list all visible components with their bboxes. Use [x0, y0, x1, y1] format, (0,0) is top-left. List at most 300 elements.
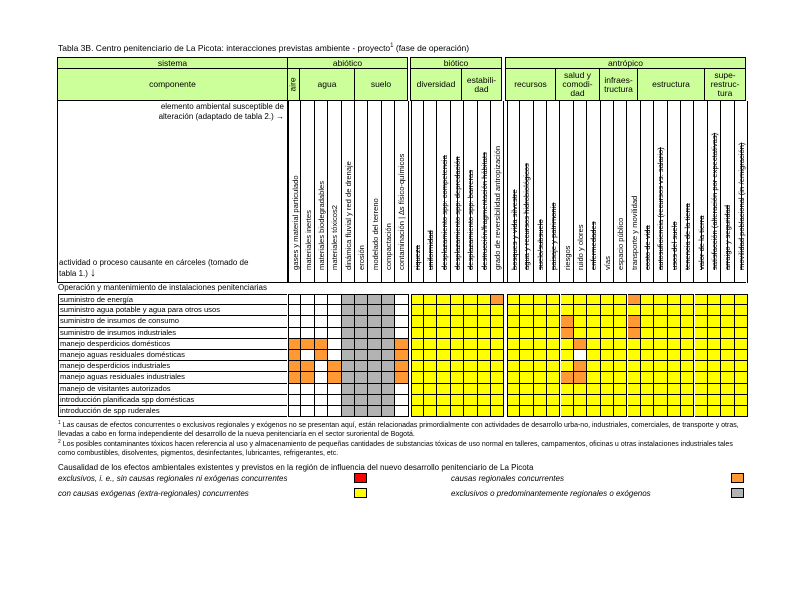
matrix-cell: [437, 406, 450, 417]
matrix-cell: [368, 339, 381, 350]
matrix-cell: [708, 406, 721, 417]
matrix-cell: [464, 406, 477, 417]
matrix-cell: [507, 316, 520, 327]
matrix-cell: [451, 339, 464, 350]
matrix-cell: [424, 328, 437, 339]
column-header-label: transporte y movilidad: [629, 195, 639, 270]
column-header-label: arraigo y seguridad: [723, 204, 733, 270]
column-header: [451, 101, 464, 283]
matrix-cell: [478, 316, 491, 327]
matrix-cell: [668, 339, 681, 350]
matrix-cell: [547, 384, 560, 395]
matrix-cell: [395, 350, 408, 361]
column-header: [721, 101, 734, 283]
table-title: Tabla 3B. Centro penitenciario de La Picota: interacciones previstas ambiente - proyecto$^1$ (fase de operación): [58, 43, 470, 53]
matrix-cell: [735, 328, 748, 339]
matrix-cell: [382, 339, 395, 350]
matrix-cell: [708, 361, 721, 372]
matrix-cell: [520, 328, 533, 339]
matrix-cell: [315, 350, 328, 361]
matrix-cell: [411, 294, 424, 305]
matrix-cell: [641, 372, 654, 383]
footnote-2: $^2$ Los posibles contaminantes tóxicos hacen referencia al uso y almacenamiento de pequeñas cantidades de substancias tóxicas de uso normal en talleres, campamentos, oficinas u otras instalaciones industriales tales como combustibles, disolventes, pigmentos, desinfectantes, lubricantes, refrigerantes, etc.: [58, 439, 733, 457]
matrix-cell: [587, 395, 600, 406]
matrix-cell: [708, 384, 721, 395]
matrix-cell: [328, 316, 341, 327]
column-header: [464, 101, 477, 283]
matrix-cell: [601, 361, 614, 372]
matrix-cell: [382, 406, 395, 417]
matrix-cell: [735, 350, 748, 361]
matrix-cell: [654, 305, 667, 316]
column-header: [478, 101, 491, 283]
matrix-cell: [288, 328, 301, 339]
matrix-cell: [451, 361, 464, 372]
matrix-cell: [654, 372, 667, 383]
matrix-cell: [507, 339, 520, 350]
matrix-cell: [574, 339, 587, 350]
matrix-cell: [491, 372, 504, 383]
column-header-label: espacio público: [616, 217, 626, 270]
matrix-cell: [561, 350, 574, 361]
matrix-cell: [411, 361, 424, 372]
matrix-cell: [288, 372, 301, 383]
column-header-label: vías: [602, 256, 612, 270]
matrix-cell: [368, 316, 381, 327]
header-sistema: sistema: [57, 57, 288, 69]
matrix-cell: [547, 316, 560, 327]
matrix-cell: [681, 395, 694, 406]
matrix-cell: [668, 395, 681, 406]
matrix-cell: [411, 339, 424, 350]
matrix-cell: [301, 350, 314, 361]
column-header: [315, 101, 328, 283]
column-header: [395, 101, 408, 283]
matrix-cell: [641, 328, 654, 339]
matrix-cell: [437, 294, 450, 305]
matrix-cell: [328, 361, 341, 372]
matrix-cell: [641, 361, 654, 372]
matrix-cell: [547, 395, 560, 406]
matrix-cell: [614, 406, 627, 417]
matrix-cell: [464, 328, 477, 339]
matrix-cell: [587, 406, 600, 417]
matrix-cell: [641, 406, 654, 417]
matrix-cell: [534, 350, 547, 361]
column-header-label: materiales biodegradables: [316, 180, 326, 270]
matrix-cell: [464, 316, 477, 327]
matrix-cell: [342, 294, 355, 305]
matrix-cell: [695, 395, 708, 406]
matrix-cell: [411, 406, 424, 417]
matrix-cell: [668, 316, 681, 327]
matrix-cell: [614, 372, 627, 383]
matrix-cell: [654, 395, 667, 406]
matrix-cell: [628, 305, 641, 316]
matrix-cell: [355, 361, 368, 372]
column-header-label: suelo/subsuelo: [535, 219, 545, 270]
matrix-cell: [382, 395, 395, 406]
matrix-cell: [668, 406, 681, 417]
matrix-cell: [315, 305, 328, 316]
matrix-cell: [315, 406, 328, 417]
matrix-cell: [288, 361, 301, 372]
matrix-cell: [520, 339, 533, 350]
column-header-label: destrucción/fragmentación hábitats: [479, 152, 489, 270]
matrix-cell: [478, 395, 491, 406]
matrix-cell: [437, 316, 450, 327]
matrix-cell: [451, 305, 464, 316]
matrix-cell: [587, 384, 600, 395]
matrix-cell: [547, 406, 560, 417]
row-label: suministro de energía: [58, 294, 287, 305]
matrix-cell: [721, 384, 734, 395]
matrix-cell: [601, 350, 614, 361]
matrix-cell: [681, 384, 694, 395]
matrix-cell: [491, 406, 504, 417]
matrix-cell: [507, 328, 520, 339]
matrix-cell: [520, 372, 533, 383]
matrix-cell: [614, 384, 627, 395]
matrix-cell: [328, 350, 341, 361]
matrix-cell: [534, 361, 547, 372]
matrix-cell: [355, 350, 368, 361]
matrix-cell: [614, 395, 627, 406]
matrix-cell: [628, 384, 641, 395]
matrix-cell: [641, 316, 654, 327]
row-label: manejo aguas residuales domésticas: [58, 350, 287, 361]
matrix-cell: [587, 316, 600, 327]
matrix-cell: [695, 406, 708, 417]
matrix-cell: [601, 305, 614, 316]
header-diversidad: diversidad: [410, 68, 462, 101]
matrix-cell: [547, 339, 560, 350]
matrix-cell: [735, 361, 748, 372]
matrix-cell: [342, 328, 355, 339]
matrix-cell: [628, 339, 641, 350]
matrix-cell: [561, 384, 574, 395]
matrix-cell: [574, 350, 587, 361]
matrix-cell: [574, 395, 587, 406]
row-label: introducción de spp ruderales: [58, 406, 287, 417]
column-header-label: desplazamiento spp: depredación: [452, 156, 462, 270]
matrix-cell: [342, 372, 355, 383]
row-label: introducción planificada spp domésticas: [58, 395, 287, 406]
matrix-cell: [520, 395, 533, 406]
legend-swatch-red: [354, 473, 367, 483]
matrix-cell: [395, 406, 408, 417]
matrix-cell: [464, 305, 477, 316]
matrix-cell: [288, 395, 301, 406]
matrix-cell: [641, 294, 654, 305]
matrix-cell: [654, 361, 667, 372]
matrix-cell: [507, 305, 520, 316]
matrix-cell: [437, 350, 450, 361]
matrix-cell: [395, 361, 408, 372]
column-header-label: erosión: [357, 245, 367, 270]
column-header-label: contaminación | ∆s físico-químicos: [397, 153, 407, 270]
matrix-cell: [451, 294, 464, 305]
matrix-cell: [355, 328, 368, 339]
matrix-cell: [681, 294, 694, 305]
header-antropico: antrópico: [505, 57, 746, 69]
matrix-cell: [451, 395, 464, 406]
matrix-cell: [368, 305, 381, 316]
matrix-cell: [288, 339, 301, 350]
row-label: manejo desperdicios industriales: [58, 361, 287, 372]
matrix-cell: [561, 395, 574, 406]
column-header-label: riesgos: [562, 245, 572, 270]
matrix-cell: [547, 372, 560, 383]
matrix-cell: [534, 316, 547, 327]
matrix-cell: [708, 305, 721, 316]
column-header: [301, 101, 314, 283]
matrix-cell: [437, 328, 450, 339]
matrix-cell: [668, 294, 681, 305]
matrix-cell: [464, 350, 477, 361]
legend-swatch-orange: [731, 473, 744, 483]
matrix-cell: [507, 406, 520, 417]
matrix-cell: [695, 384, 708, 395]
matrix-cell: [628, 328, 641, 339]
matrix-cell: [614, 316, 627, 327]
matrix-cell: [668, 328, 681, 339]
matrix-cell: [424, 316, 437, 327]
matrix-cell: [411, 384, 424, 395]
column-header: [491, 101, 504, 283]
column-header: [708, 101, 721, 283]
matrix-cell: [654, 294, 667, 305]
matrix-cell: [507, 350, 520, 361]
matrix-cell: [424, 372, 437, 383]
header-agua: agua: [299, 68, 355, 101]
matrix-cell: [424, 361, 437, 372]
matrix-cell: [708, 339, 721, 350]
matrix-cell: [342, 316, 355, 327]
matrix-cell: [574, 361, 587, 372]
header-biotico: biótico: [410, 57, 502, 69]
matrix-cell: [478, 406, 491, 417]
column-header-label: satisfacción (alteración por expectativas): [710, 132, 720, 270]
matrix-cell: [491, 316, 504, 327]
legend-regional-label: causas regionales concurrentes: [451, 474, 564, 483]
section-label: Operación y mantenimiento de instalaciones penitenciarias: [58, 283, 268, 292]
matrix-cell: [355, 339, 368, 350]
matrix-cell: [424, 294, 437, 305]
matrix-cell: [491, 328, 504, 339]
matrix-cell: [342, 305, 355, 316]
matrix-cell: [382, 361, 395, 372]
matrix-cell: [561, 406, 574, 417]
legend-exclusive-label: exclusivos, i. e., sin causas regionales ni exógenas concurrentes: [58, 474, 288, 483]
matrix-cell: [328, 328, 341, 339]
matrix-cell: [721, 339, 734, 350]
column-header: [601, 101, 614, 283]
matrix-cell: [395, 395, 408, 406]
matrix-cell: [628, 294, 641, 305]
matrix-cell: [368, 294, 381, 305]
matrix-cell: [601, 294, 614, 305]
matrix-cell: [288, 316, 301, 327]
legend-swatch-gray: [731, 488, 744, 498]
matrix-cell: [654, 384, 667, 395]
matrix-cell: [411, 350, 424, 361]
matrix-cell: [315, 372, 328, 383]
column-header-label: movilidad poblacional (in-/emigración): [736, 142, 746, 270]
matrix-cell: [561, 361, 574, 372]
matrix-cell: [574, 316, 587, 327]
column-header: [628, 101, 641, 283]
column-header: [424, 101, 437, 283]
matrix-cell: [342, 350, 355, 361]
matrix-cell: [301, 328, 314, 339]
matrix-cell: [628, 395, 641, 406]
matrix-cell: [721, 294, 734, 305]
matrix-cell: [695, 294, 708, 305]
matrix-cell: [721, 328, 734, 339]
matrix-cell: [708, 372, 721, 383]
matrix-cell: [641, 395, 654, 406]
matrix-cell: [368, 350, 381, 361]
matrix-cell: [368, 372, 381, 383]
matrix-cell: [695, 316, 708, 327]
column-header-label: costo de vida: [643, 225, 653, 270]
legend-predominant-label: exclusivos o predominantemente regionales o exógenos: [451, 489, 651, 498]
matrix-cell: [288, 406, 301, 417]
matrix-cell: [628, 361, 641, 372]
matrix-cell: [561, 339, 574, 350]
matrix-cell: [681, 305, 694, 316]
column-header: [614, 101, 627, 283]
header-recursos: recursos: [505, 68, 556, 101]
matrix-cell: [561, 305, 574, 316]
matrix-cell: [654, 350, 667, 361]
matrix-cell: [478, 372, 491, 383]
matrix-cell: [574, 372, 587, 383]
column-header-label: compactación: [383, 223, 393, 270]
matrix-cell: [735, 384, 748, 395]
column-header-label: riqueza: [413, 245, 423, 270]
matrix-cell: [721, 305, 734, 316]
matrix-cell: [735, 294, 748, 305]
matrix-cell: [681, 406, 694, 417]
matrix-cell: [708, 328, 721, 339]
matrix-cell: [424, 339, 437, 350]
matrix-cell: [301, 384, 314, 395]
matrix-cell: [708, 316, 721, 327]
matrix-cell: [641, 384, 654, 395]
matrix-cell: [382, 294, 395, 305]
matrix-cell: [721, 361, 734, 372]
header-componente: componente: [57, 68, 288, 101]
header-aire: aire: [287, 68, 300, 101]
column-header: [437, 101, 450, 283]
column-header-label: paisaje y patrimonio: [549, 202, 559, 270]
matrix-cell: [547, 361, 560, 372]
matrix-cell: [451, 350, 464, 361]
column-header-label: dinámica fluvial y red de drenaje: [343, 161, 353, 270]
matrix-cell: [315, 384, 328, 395]
matrix-cell: [382, 305, 395, 316]
matrix-cell: [315, 339, 328, 350]
matrix-cell: [411, 316, 424, 327]
matrix-cell: [451, 372, 464, 383]
matrix-cell: [547, 305, 560, 316]
matrix-cell: [561, 372, 574, 383]
column-header-label: agua y recursos hidrobiológicos: [522, 163, 532, 270]
matrix-cell: [668, 305, 681, 316]
matrix-cell: [382, 316, 395, 327]
matrix-cell: [395, 316, 408, 327]
matrix-cell: [574, 294, 587, 305]
matrix-cell: [491, 305, 504, 316]
header-estabilidad: estabili-dad: [461, 68, 502, 101]
env-element-label: elemento ambiental susceptible de alteración (adaptado de tabla 2.) →: [158, 102, 284, 121]
matrix-cell: [328, 305, 341, 316]
matrix-cell: [478, 384, 491, 395]
matrix-cell: [328, 384, 341, 395]
matrix-cell: [411, 372, 424, 383]
matrix-cell: [587, 361, 600, 372]
matrix-cell: [628, 316, 641, 327]
matrix-cell: [288, 294, 301, 305]
matrix-cell: [654, 406, 667, 417]
matrix-cell: [641, 339, 654, 350]
matrix-cell: [507, 384, 520, 395]
matrix-cell: [587, 294, 600, 305]
matrix-cell: [464, 384, 477, 395]
matrix-cell: [601, 384, 614, 395]
matrix-cell: [695, 305, 708, 316]
column-header-label: materiales tóxicos2: [330, 205, 340, 270]
matrix-cell: [614, 361, 627, 372]
matrix-cell: [708, 350, 721, 361]
matrix-cell: [464, 361, 477, 372]
matrix-cell: [437, 305, 450, 316]
column-header-label: valor de la tierra: [696, 215, 706, 270]
matrix-cell: [424, 350, 437, 361]
matrix-cell: [695, 328, 708, 339]
matrix-cell: [328, 294, 341, 305]
matrix-cell: [695, 361, 708, 372]
matrix-cell: [355, 406, 368, 417]
column-header: [561, 101, 574, 283]
matrix-cell: [437, 384, 450, 395]
matrix-cell: [587, 339, 600, 350]
matrix-cell: [708, 395, 721, 406]
matrix-cell: [491, 294, 504, 305]
matrix-cell: [534, 294, 547, 305]
matrix-cell: [478, 339, 491, 350]
row-label: manejo desperdicios domésticos: [58, 339, 287, 350]
matrix-cell: [328, 339, 341, 350]
column-header: [288, 101, 301, 283]
matrix-cell: [574, 384, 587, 395]
column-header-label: bosques y vida silvestre: [509, 189, 519, 270]
matrix-cell: [547, 328, 560, 339]
column-header: [368, 101, 381, 283]
matrix-cell: [681, 372, 694, 383]
matrix-cell: [507, 361, 520, 372]
header-superestructura: supe-restruc-tura: [704, 68, 746, 101]
matrix-cell: [368, 328, 381, 339]
column-header-label: uniformidad: [426, 230, 436, 270]
matrix-cell: [411, 395, 424, 406]
matrix-cell: [437, 395, 450, 406]
matrix-cell: [628, 406, 641, 417]
matrix-cell: [491, 361, 504, 372]
matrix-cell: [491, 384, 504, 395]
